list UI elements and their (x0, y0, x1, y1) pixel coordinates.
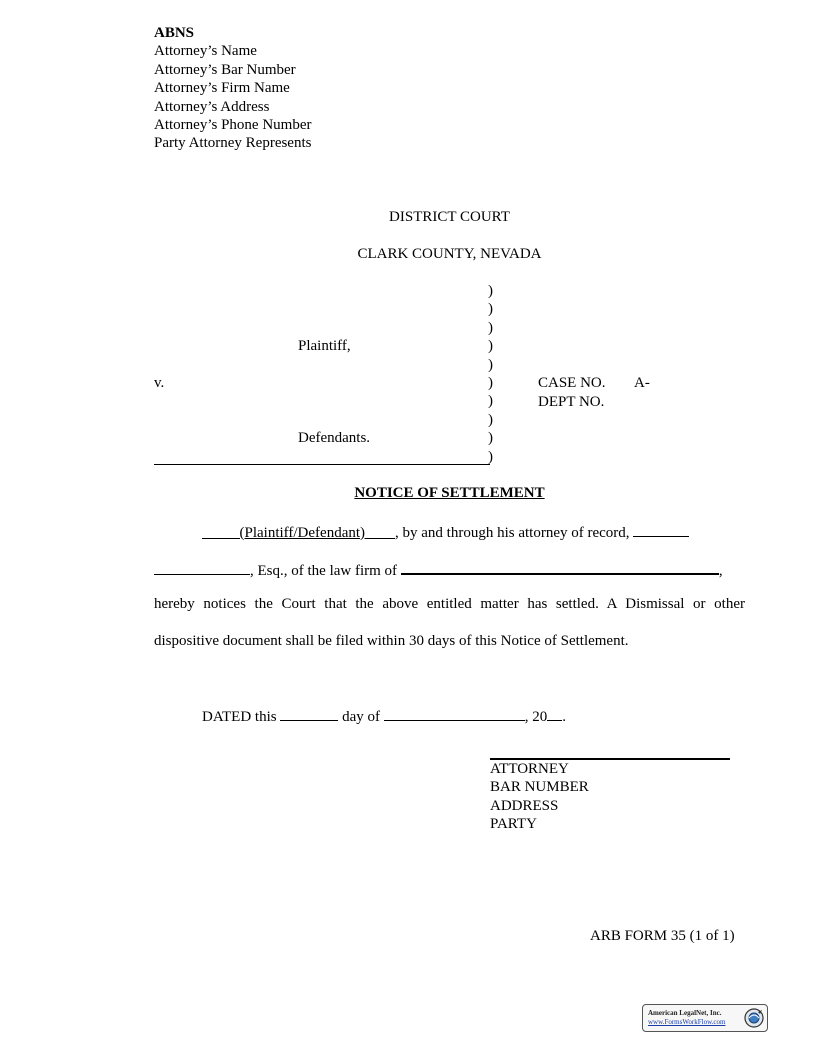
party-represented: Party Attorney Represents (154, 135, 312, 152)
signature-address: ADDRESS (490, 797, 559, 814)
body-line-2-text: , Esq., of the law firm of (250, 563, 398, 579)
caption-paren: ) (488, 412, 493, 428)
document-title (154, 484, 745, 502)
body-line-2-end: , (718, 563, 723, 579)
body-line-2 (154, 558, 723, 580)
dated-prefix: DATED this (202, 709, 277, 725)
caption-paren: ) (488, 375, 493, 391)
dated-day-of: day of (342, 709, 380, 725)
caption-paren: ) (488, 338, 493, 354)
body-line-3: hereby notices the Court that the above entitled matter has settled. A Dismissal or other (154, 596, 745, 612)
dated-line (202, 705, 566, 726)
plaintiff-label: Plaintiff, (298, 338, 351, 354)
attorney-address: Attorney’s Address (154, 98, 270, 115)
globe-icon (744, 1008, 764, 1028)
document-title-text: NOTICE OF SETTLEMENT (354, 485, 545, 501)
logo-url[interactable]: www.FormsWorkFlow.com (648, 1018, 726, 1026)
body-line-1 (202, 521, 689, 542)
signature-block (490, 760, 589, 834)
abns-label: ABNS (154, 25, 195, 41)
body-line-1-text: , by and through his attorney of record, (395, 525, 630, 541)
caption-paren: ) (488, 357, 493, 373)
body-line-4: dispositive document shall be filed within 30 days of this Notice of Settlement. (154, 633, 629, 649)
dated-year-prefix: , 20 (524, 709, 548, 725)
dept-number-label: DEPT NO. (538, 394, 605, 410)
case-number-value: A- (634, 375, 650, 391)
versus-label: v. (154, 375, 165, 391)
signature-party: PARTY (490, 816, 537, 833)
caption-paren: ) (488, 393, 493, 409)
dated-end: . (562, 709, 566, 725)
party-placeholder-text: (Plaintiff/Defendant) (239, 525, 366, 541)
defendants-label: Defendants. (298, 430, 371, 446)
signature-bar-number: BAR NUMBER (490, 779, 589, 796)
case-number-label: CASE NO. (538, 375, 606, 391)
year-blank[interactable] (547, 705, 562, 721)
court-name: DISTRICT COURT (389, 209, 510, 225)
attorney-name-blank[interactable] (154, 559, 250, 575)
american-legalnet-logo[interactable] (642, 1004, 768, 1032)
form-id: ARB FORM 35 (1 of 1) (590, 928, 735, 944)
signature-attorney: ATTORNEY (490, 761, 569, 777)
attorney-phone: Attorney’s Phone Number (154, 116, 312, 133)
caption-paren: ) (488, 320, 493, 336)
attorney-header (154, 24, 311, 153)
day-blank[interactable] (280, 705, 338, 721)
court-county: CLARK COUNTY, NEVADA (357, 246, 542, 262)
attorney-name: Attorney’s Name (154, 43, 257, 60)
attorney-blank[interactable] (633, 521, 689, 537)
law-firm-blank[interactable] (401, 558, 719, 575)
attorney-bar-number: Attorney’s Bar Number (154, 61, 296, 78)
caption-paren: ) (488, 430, 493, 446)
month-blank[interactable] (384, 705, 525, 721)
caption-paren: ) (488, 283, 493, 299)
caption-underline (154, 464, 490, 465)
caption-paren: ) (488, 449, 493, 465)
logo-name: American LegalNet, Inc. (648, 1009, 722, 1017)
attorney-firm-name: Attorney’s Firm Name (154, 80, 290, 97)
party-placeholder[interactable] (202, 525, 395, 541)
caption-paren: ) (488, 301, 493, 317)
